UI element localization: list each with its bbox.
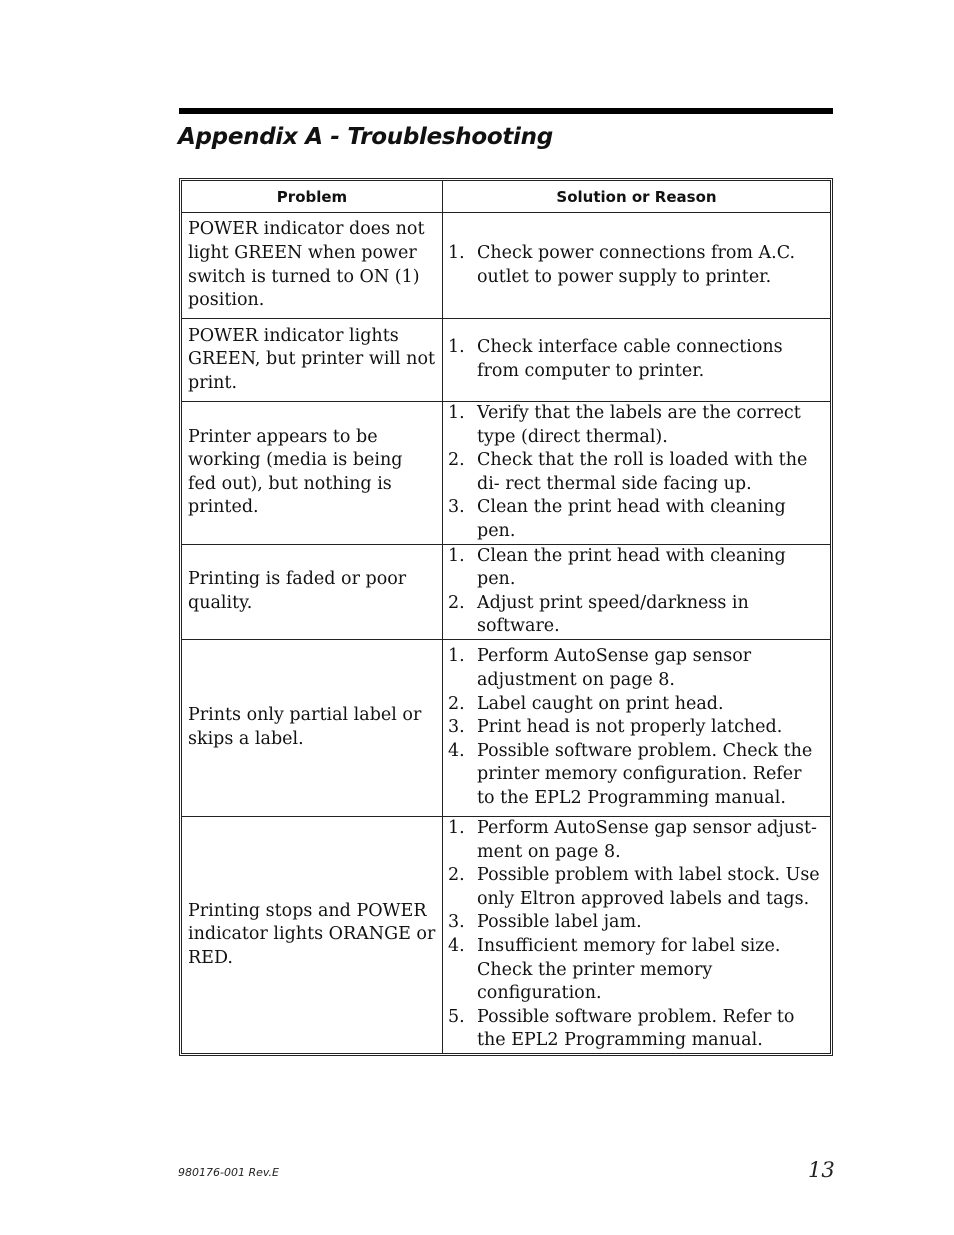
problem-cell: POWER indicator does not light GREEN when power switch is turned to ON (1) position. [182, 213, 443, 319]
solution-number: 2. [448, 450, 465, 471]
header-rule [179, 108, 833, 114]
solution-item [448, 545, 824, 592]
solution-cell [443, 817, 830, 1053]
solution-list [448, 336, 824, 383]
table-row [182, 319, 830, 402]
solution-item [448, 740, 824, 811]
solution-text: Check interface cable connections from computer to printer. [477, 337, 783, 381]
table-row [182, 213, 830, 319]
solution-text: Clean the print head with cleaning pen. [477, 545, 786, 590]
solution-number: 2. [448, 693, 465, 714]
solution-cell [443, 319, 830, 402]
solution-list [448, 402, 824, 544]
solution-text: Perform AutoSense gap sensor adjust- ment on page 8. [477, 817, 817, 862]
solution-item [448, 1006, 824, 1053]
solution-number: 2. [448, 592, 465, 613]
table-row [182, 640, 830, 817]
solution-column-header: Solution or Reason [443, 181, 830, 213]
solution-number: 3. [448, 497, 465, 518]
solution-item [448, 935, 824, 1006]
solution-number: 4. [448, 740, 465, 761]
solution-text: Clean the print head with cleaning pen. [477, 497, 786, 541]
table-row [182, 817, 830, 1053]
solution-number: 1. [448, 646, 465, 667]
solution-number: 5. [448, 1006, 465, 1027]
solution-text: Verify that the labels are the correct type (direct thermal). [477, 403, 801, 447]
table-row [182, 545, 830, 640]
solution-number: 2. [448, 865, 465, 886]
solution-text: Possible problem with label stock. Use only Eltron approved labels and tags. [477, 865, 820, 909]
solution-item [448, 864, 824, 911]
solution-item [448, 911, 824, 935]
solution-list [448, 645, 824, 810]
solution-item [448, 817, 824, 864]
solution-cell [443, 213, 830, 319]
solution-text: Insufficient memory for label size. Check the printer memory configuration. [477, 935, 781, 1004]
solution-text: Print head is not properly latched. [477, 717, 783, 738]
solution-number: 3. [448, 717, 465, 738]
solution-list [448, 545, 824, 639]
solution-number: 1. [448, 242, 465, 263]
solution-list [448, 817, 824, 1053]
solution-item [448, 496, 824, 543]
problem-cell: Printing is faded or poor quality. [182, 545, 443, 640]
solution-number: 3. [448, 912, 465, 933]
page-number: 13 [808, 1158, 835, 1182]
solution-text: Adjust print speed/darkness in software. [477, 592, 749, 637]
solution-cell [443, 402, 830, 545]
page-title: Appendix A - Troubleshooting [178, 124, 553, 150]
solution-text: Possible software problem. Refer to the EPL2 Programming manual. [477, 1006, 795, 1051]
solution-number: 1. [448, 817, 465, 838]
solution-number: 1. [448, 545, 465, 566]
table-row [182, 402, 830, 545]
troubleshooting-table [179, 178, 833, 1056]
document-number: 980176-001 Rev.E [178, 1166, 279, 1179]
solution-number: 4. [448, 935, 465, 956]
solution-text: Label caught on print head. [477, 693, 724, 714]
solution-cell [443, 545, 830, 640]
troubleshooting-table-wrapper [179, 178, 833, 1056]
solution-text: Check power connections from A.C. outlet to power supply to printer. [477, 242, 796, 287]
solution-list [448, 242, 824, 289]
solution-text: Possible software problem. Check the printer memory configuration. Refer to the EPL2 Programming manual. [477, 740, 813, 808]
table-body [182, 213, 830, 1053]
solution-item [448, 716, 824, 740]
solution-number: 1. [448, 403, 465, 423]
solution-item [448, 693, 824, 717]
problem-column-header: Problem [182, 181, 443, 213]
solution-item [448, 592, 824, 639]
solution-item [448, 336, 824, 383]
solution-text: Possible label jam. [477, 912, 642, 933]
solution-item [448, 242, 824, 289]
solution-text: Check that the roll is loaded with the di- rect thermal side facing up. [477, 450, 808, 494]
problem-cell: Prints only partial label or skips a label. [182, 640, 443, 817]
solution-item [448, 645, 824, 692]
solution-cell [443, 640, 830, 817]
table-header-row [182, 181, 830, 213]
problem-cell: POWER indicator lights GREEN, but printer will not print. [182, 319, 443, 402]
problem-cell: Printing stops and POWER indicator lights ORANGE or RED. [182, 817, 443, 1053]
problem-cell: Printer appears to be working (media is being fed out), but nothing is printed. [182, 402, 443, 545]
solution-item [448, 449, 824, 496]
solution-number: 1. [448, 337, 465, 358]
solution-item [448, 402, 824, 449]
solution-text: Perform AutoSense gap sensor adjustment on page 8. [477, 646, 752, 690]
